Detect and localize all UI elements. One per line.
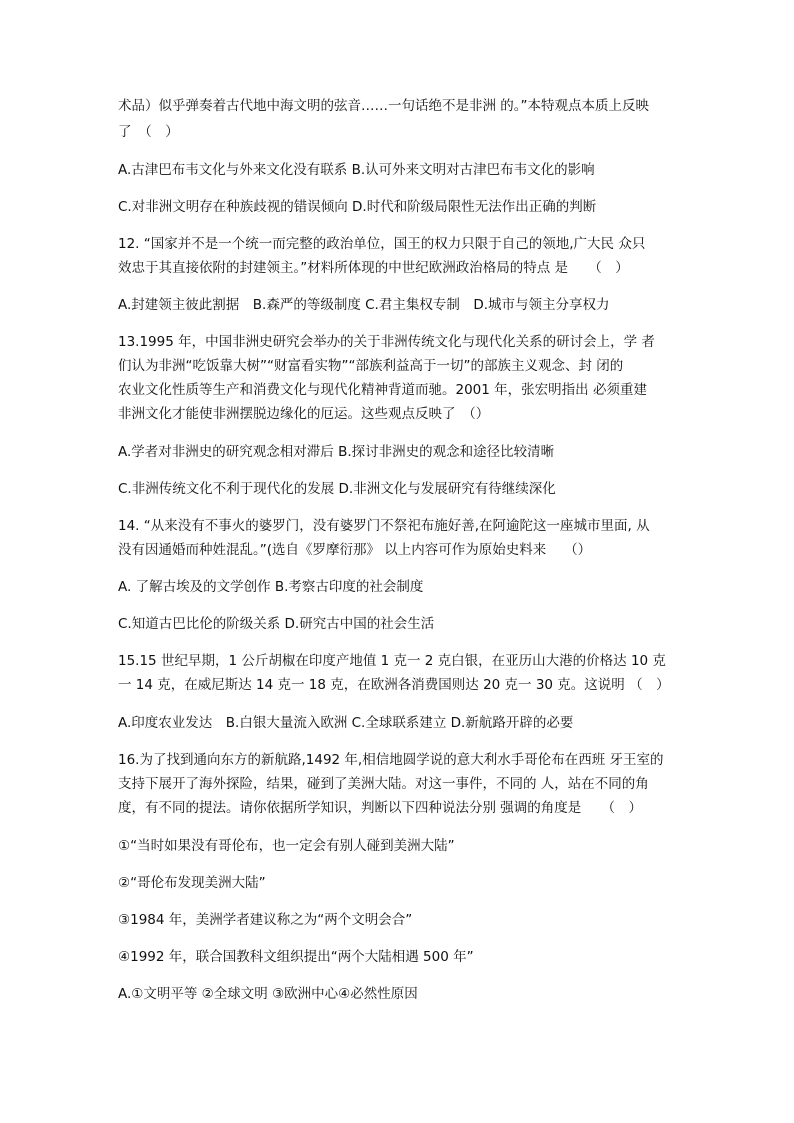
question-14: 14. “从来没有不事火的婆罗门，没有婆罗门不祭祀布施好善,在阿逾陀这一座城市里面, 从 bbox=[118, 518, 650, 534]
option-line: A.学者对非洲史的研究观念相对滞后 B.探讨非洲史的观念和途径比较清晰 bbox=[118, 444, 555, 460]
text-line: 农业文化性质等生产和消费文化与现代化精神背道而驰。2001 年，张宏明指出 必须重建 bbox=[118, 382, 647, 398]
question-16: 16.为了找到通向东方的新航路,1492 年,相信地圆学说的意大利水手哥伦布在西班 牙王室的 bbox=[118, 752, 664, 768]
statement-1: ①“当时如果没有哥伦布，也一定会有别人碰到美洲大陆” bbox=[118, 838, 455, 854]
question-13: 13.1995 年，中国非洲史研究会举办的关于非洲传统文化与现代化关系的研讨会上，学 者 bbox=[118, 334, 655, 350]
text-line: 没有因通婚而种姓混乱。”(选自《罗摩衍那》 以上内容可作为原始史料来 （） bbox=[118, 542, 592, 558]
text-line: 了 （ ） bbox=[118, 124, 179, 140]
text-line: 们认为非洲“吃饭靠大树”“财富看实物”“部族利益高于一切”的部族主义观念、封 闭的 bbox=[118, 358, 624, 374]
option-line: C.知道古巴比伦的阶级关系 D.研究古中国的社会生活 bbox=[118, 616, 435, 632]
statement-3: ③1984 年，美洲学者建议称之为“两个文明会合” bbox=[118, 912, 413, 928]
text-line: 支持下展开了海外探险，结果，碰到了美洲大陆。对这一事件，不同的 人，站在不同的角 bbox=[118, 776, 649, 792]
text-line: 术品）似乎弹奏着古代地中海文明的弦音……一句话绝不是非洲 的。”本特观点本质上反映 bbox=[118, 98, 650, 114]
statement-4: ④1992 年，联合国教科文组织提出“两个大陆相遇 500 年” bbox=[118, 949, 474, 965]
question-12: 12. “国家并不是一个统一而完整的政治单位，国王的权力只限于自己的领地,广大民 众只 bbox=[118, 236, 646, 252]
text-line: 度，有不同的提法。请你依据所学知识，判断以下四种说法分别 强调的角度是 （ ） bbox=[118, 800, 643, 816]
option-line: A. 了解古埃及的文学创作 B.考察古印度的社会制度 bbox=[118, 579, 424, 595]
text-line: 一 14 克，在威尼斯达 14 克一 18 克，在欧洲各消费国则达 20 克一 30 克。这说明 （ ） bbox=[118, 677, 670, 693]
option-line: A.古津巴布韦文化与外来文化没有联系 B.认可外来文明对古津巴布韦文化的影响 bbox=[118, 162, 595, 178]
option-line: A.封建领主彼此割据 B.森严的等级制度 C.君主集权专制 D.城市与领主分享权力 bbox=[118, 297, 610, 313]
option-line: C.对非洲文明存在种族歧视的错误倾向 D.时代和阶级局限性无法作出正确的判断 bbox=[118, 199, 597, 215]
statement-2: ②“哥伦布发现美洲大陆” bbox=[118, 875, 266, 891]
option-line: A.①文明平等 ②全球文明 ③欧洲中心④必然性原因 bbox=[118, 986, 418, 1002]
text-line: 效忠于其直接依附的封建领主。”材料所体现的中世纪欧洲政治格局的特点 是 （ ） bbox=[118, 260, 629, 276]
question-15: 15.15 世纪早期，1 公斤胡椒在印度产地值 1 克一 2 克白银，在亚历山大港的价格达 10 克 bbox=[118, 653, 666, 669]
option-line: C.非洲传统文化不利于现代化的发展 D.非洲文化与发展研究有待继续深化 bbox=[118, 481, 556, 497]
option-line: A.印度农业发达 B.白银大量流入欧洲 C.全球联系建立 D.新航路开辟的必要 bbox=[118, 715, 574, 731]
text-line: 非洲文化才能使非洲摆脱边缘化的厄运。这些观点反映了 （） bbox=[118, 406, 490, 422]
